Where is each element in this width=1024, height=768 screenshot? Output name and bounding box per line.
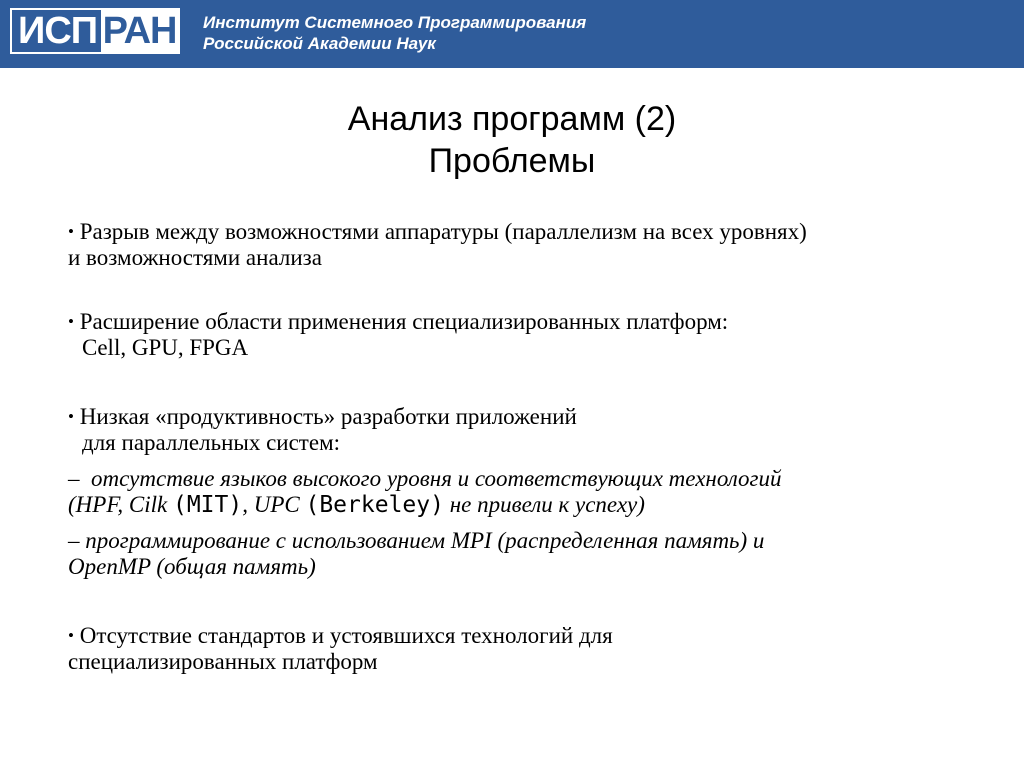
bullet-item-no-standards [68,623,998,675]
slide-title-line-1: Анализ программ (2) [347,100,677,138]
bullet-item-hardware-gap [68,219,998,271]
logo-text-isp: ИСП [12,10,101,52]
subitem-text: программирование с использованием MPI (распределенная память) и [85,528,765,553]
subitem-text-part: , UPC [242,492,306,517]
logo-text-ran: РАН [102,9,177,52]
bullet-icon: • [68,222,74,241]
institute-name [203,12,586,54]
dash-icon: – [68,528,80,553]
dash-icon: – [68,466,80,491]
ispras-logo [10,8,180,54]
bullet-continuation: специализированных платформ [68,649,378,674]
subitem-text-part: не привели к успеху) [443,492,645,517]
subitem-line [68,528,998,554]
bullet-icon: • [68,626,74,645]
bullet-text: Разрыв между возможностями аппаратуры (параллелизм на всех уровнях) [79,219,807,244]
slide-title-line-2: Проблемы [428,142,596,180]
subitem-mono-mit: (MIT) [172,492,243,518]
bullet-continuation: для параллельных систем: [82,430,341,455]
bullet-line [68,623,998,649]
bullet-item-specialized-platforms [68,309,998,361]
bullet-line [68,404,998,430]
subitem-text-part: (HPF, Cilk [68,492,173,517]
bullet-text: Отсутствие стандартов и устоявшихся технологий для [79,623,613,648]
bullet-continuation: и возможностями анализа [68,245,322,270]
bullet-icon: • [68,312,74,331]
institute-line-1: Институт Системного Программирования [203,13,587,32]
slide-title [0,98,1024,182]
subitem-high-level-languages [68,466,998,518]
header-bar [0,0,1024,68]
bullet-item-low-productivity [68,404,998,456]
subitem-line [68,466,998,492]
subitem-mpi-openmp [68,528,998,580]
subitem-mono-berkeley: (Berkeley) [305,492,444,518]
bullet-text: Низкая «продуктивность» разработки приложений [79,404,577,429]
institute-line-2: Российской Академии Наук [203,34,436,53]
bullet-continuation: Cell, GPU, FPGA [82,335,249,360]
subitem-text: отсутствие языков высокого уровня и соответствующих технологий [91,466,782,491]
bullet-icon: • [68,407,74,426]
subitem-continuation: OpenMP (общая память) [68,554,316,579]
subitem-continuation [68,492,998,518]
bullet-line [68,219,998,245]
bullet-line [68,309,998,335]
bullet-text: Расширение области применения специализированных платформ: [79,309,729,334]
